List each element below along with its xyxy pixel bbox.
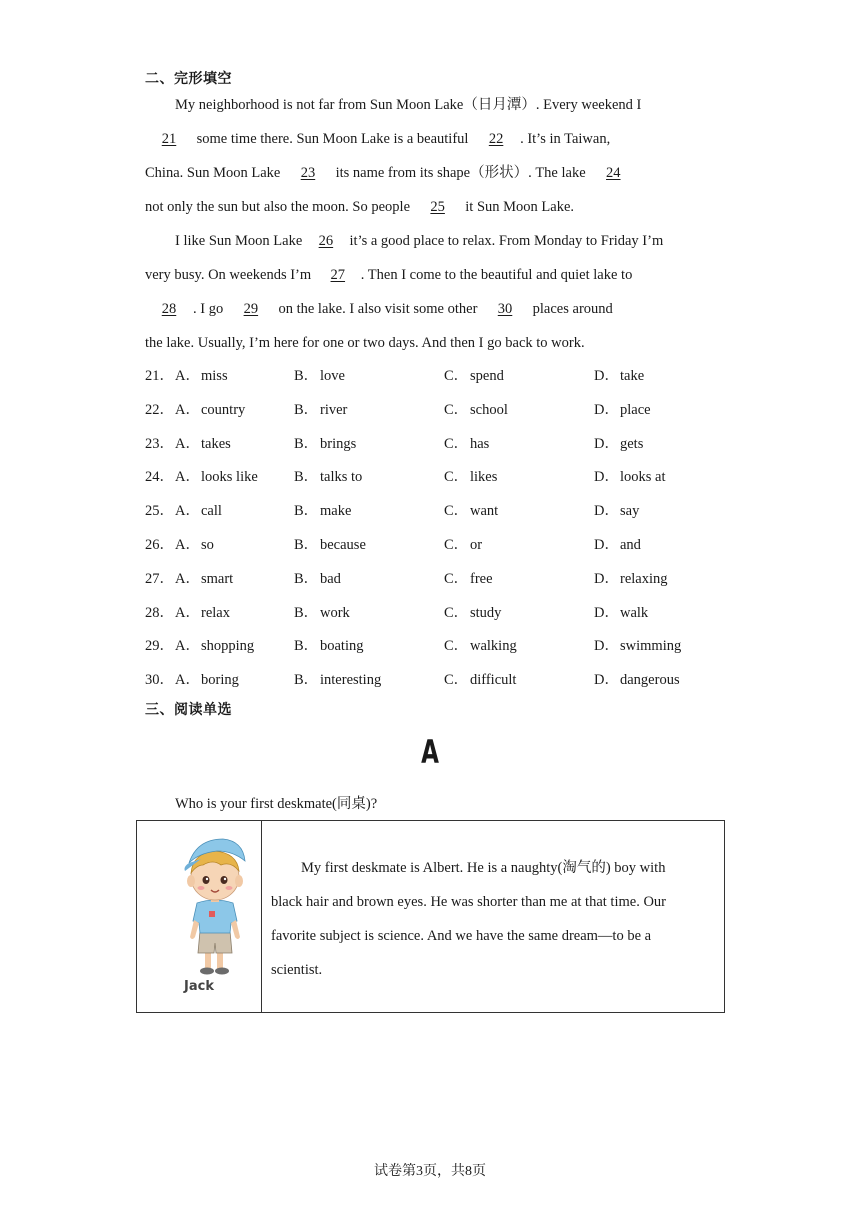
answer-text bbox=[271, 851, 691, 987]
passage-line-3 bbox=[145, 163, 725, 183]
passage-text: the lake. Usually, I’m here for one or two days. And then I go back to work. bbox=[145, 335, 585, 351]
blank-25: 25 bbox=[430, 199, 445, 215]
option-c[interactable] bbox=[444, 434, 489, 454]
option-letter: B． bbox=[294, 368, 319, 384]
option-b[interactable] bbox=[294, 535, 366, 555]
option-text: river bbox=[320, 401, 348, 418]
option-a[interactable] bbox=[175, 501, 222, 521]
page-footer: 试卷第3页，共8页 bbox=[374, 1164, 486, 1179]
option-letter: B． bbox=[294, 570, 319, 587]
option-text: likes bbox=[470, 469, 498, 486]
option-letter: A． bbox=[175, 570, 200, 587]
option-letter: A． bbox=[175, 401, 200, 418]
option-text: so bbox=[201, 537, 214, 553]
passage-text: its name from its shape（形状）. The lake bbox=[331, 165, 590, 181]
answer-line: My first deskmate is Albert. He is a naughty(淘气的) boy with bbox=[301, 860, 666, 876]
option-text: takes bbox=[201, 435, 231, 452]
passage-text: some time there. Sun Moon Lake is a beautiful bbox=[193, 131, 473, 147]
passage-text: it Sun Moon Lake. bbox=[461, 199, 575, 215]
option-letter: C． bbox=[444, 604, 469, 621]
blank-27: 27 bbox=[330, 267, 346, 283]
blank-24: 24 bbox=[606, 165, 621, 181]
option-text: dangerous bbox=[620, 672, 680, 689]
option-b[interactable] bbox=[294, 603, 350, 623]
question-number: 22． bbox=[145, 401, 174, 418]
option-letter: B． bbox=[294, 537, 319, 553]
option-letter: B． bbox=[294, 604, 319, 621]
answer-line: favorite subject is science. And we have the same dream—to be a bbox=[271, 928, 652, 944]
option-c[interactable] bbox=[444, 670, 516, 690]
option-text: study bbox=[470, 604, 502, 621]
question-row bbox=[145, 400, 725, 420]
passage-text: it’s a good place to relax. From Monday to Friday I’m bbox=[345, 233, 664, 249]
passage-text: . I go bbox=[193, 301, 227, 317]
option-text: because bbox=[320, 537, 366, 553]
reading-question: Who is your first deskmate(同桌)? bbox=[175, 796, 378, 812]
passage-line-1 bbox=[175, 95, 755, 115]
option-b[interactable] bbox=[294, 434, 356, 454]
option-letter: A． bbox=[175, 368, 200, 384]
passage-text: on the lake. I also visit some other bbox=[274, 301, 482, 317]
option-letter: B． bbox=[294, 401, 319, 418]
option-a[interactable] bbox=[175, 400, 245, 420]
option-letter: B． bbox=[294, 469, 319, 486]
option-b[interactable] bbox=[294, 366, 345, 386]
option-d[interactable] bbox=[594, 434, 643, 454]
option-text: country bbox=[201, 401, 246, 418]
option-c[interactable] bbox=[444, 569, 493, 589]
option-letter: C． bbox=[444, 469, 469, 486]
option-text: gets bbox=[620, 435, 644, 452]
question-row bbox=[145, 569, 725, 589]
option-d[interactable] bbox=[594, 467, 666, 487]
option-text: love bbox=[320, 368, 345, 384]
blank-26: 26 bbox=[318, 233, 334, 249]
option-text: place bbox=[620, 401, 651, 418]
option-a[interactable] bbox=[175, 434, 231, 454]
option-text: say bbox=[620, 503, 640, 520]
illustration-cell bbox=[137, 821, 262, 1013]
option-letter: A． bbox=[175, 638, 200, 655]
option-text: smart bbox=[201, 570, 234, 587]
answer-line: scientist. bbox=[271, 962, 323, 978]
option-letter: B． bbox=[294, 672, 319, 689]
option-letter: D． bbox=[594, 604, 619, 621]
blank-29: 29 bbox=[243, 301, 259, 317]
question-number: 27． bbox=[145, 570, 174, 587]
option-text: has bbox=[470, 435, 490, 452]
option-d[interactable] bbox=[594, 400, 651, 420]
option-text: looks at bbox=[620, 469, 666, 486]
option-letter: C． bbox=[444, 435, 469, 452]
option-letter: D． bbox=[594, 537, 619, 553]
option-c[interactable] bbox=[444, 636, 517, 656]
option-b[interactable] bbox=[294, 467, 362, 487]
option-text: bad bbox=[320, 570, 341, 587]
option-c[interactable] bbox=[444, 400, 508, 420]
option-letter: D． bbox=[594, 672, 619, 689]
option-d[interactable] bbox=[594, 636, 681, 656]
option-text: boring bbox=[201, 672, 239, 689]
option-letter: D． bbox=[594, 435, 619, 452]
passage-line-8 bbox=[145, 333, 725, 353]
option-letter: A． bbox=[175, 469, 200, 486]
option-text: boating bbox=[320, 638, 364, 655]
question-row bbox=[145, 434, 725, 454]
option-letter: D． bbox=[594, 469, 619, 486]
passage-line-7 bbox=[145, 299, 725, 319]
passage-line-5 bbox=[175, 231, 755, 251]
question-number: 23． bbox=[145, 435, 174, 452]
passage-text: China. Sun Moon Lake bbox=[145, 165, 284, 181]
option-letter: C． bbox=[444, 503, 469, 520]
question-row bbox=[145, 535, 725, 555]
option-text: work bbox=[320, 604, 350, 621]
option-letter: A． bbox=[175, 503, 200, 520]
option-d[interactable] bbox=[594, 366, 644, 386]
passage-text: very busy. On weekends I’m bbox=[145, 267, 315, 283]
option-d[interactable] bbox=[594, 670, 680, 690]
option-a[interactable] bbox=[175, 603, 230, 623]
passage-text: My neighborhood is not far from Sun Moon Lake（日月潭）. Every weekend I bbox=[175, 97, 642, 113]
option-letter: C． bbox=[444, 537, 469, 553]
question-row bbox=[145, 603, 725, 623]
passage-line-6 bbox=[145, 265, 725, 285]
passage-text: . Then I come to the beautiful and quiet lake to bbox=[360, 267, 633, 283]
option-a[interactable] bbox=[175, 569, 233, 589]
option-letter: C． bbox=[444, 570, 469, 587]
option-text: brings bbox=[320, 435, 357, 452]
option-text: want bbox=[470, 503, 499, 520]
option-text: spend bbox=[470, 368, 504, 384]
option-a[interactable] bbox=[175, 467, 258, 487]
option-letter: C． bbox=[444, 368, 469, 384]
option-d[interactable] bbox=[594, 501, 639, 521]
option-d[interactable] bbox=[594, 535, 641, 555]
passage-text: not only the sun but also the moon. So people bbox=[145, 199, 414, 215]
option-a[interactable] bbox=[175, 636, 254, 656]
blank-28: 28 bbox=[161, 301, 177, 317]
passage-text: places around bbox=[529, 301, 613, 317]
answer-cell bbox=[262, 821, 725, 1013]
option-c[interactable] bbox=[444, 467, 497, 487]
option-c[interactable] bbox=[444, 603, 501, 623]
option-letter: D． bbox=[594, 570, 619, 587]
passage-letter: A bbox=[421, 733, 439, 771]
option-text: free bbox=[470, 570, 493, 587]
option-text: talks to bbox=[320, 469, 363, 486]
option-text: relaxing bbox=[620, 570, 668, 587]
passage-line-4 bbox=[145, 197, 725, 217]
option-letter: A． bbox=[175, 672, 200, 689]
option-d[interactable] bbox=[594, 603, 648, 623]
passage-line-2 bbox=[145, 129, 725, 149]
option-text: difficult bbox=[470, 672, 517, 689]
option-text: school bbox=[470, 401, 508, 418]
option-letter: A． bbox=[175, 537, 200, 553]
option-a[interactable] bbox=[175, 670, 239, 690]
question-row bbox=[145, 366, 725, 386]
question-number: 28． bbox=[145, 604, 174, 621]
option-b[interactable] bbox=[294, 501, 351, 521]
question-row bbox=[145, 636, 725, 656]
question-number: 30． bbox=[145, 672, 174, 689]
blank-22: 22 bbox=[488, 131, 504, 147]
option-letter: D． bbox=[594, 638, 619, 655]
section-heading-cloze: 二、完形填空 bbox=[145, 71, 232, 87]
question-row bbox=[145, 501, 725, 521]
option-text: take bbox=[620, 368, 645, 384]
option-text: relax bbox=[201, 604, 230, 621]
passage-text: I like Sun Moon Lake bbox=[175, 233, 306, 249]
question-number: 29． bbox=[145, 638, 174, 655]
option-letter: D． bbox=[594, 401, 619, 418]
option-text: interesting bbox=[320, 672, 382, 689]
blank-30: 30 bbox=[497, 301, 513, 317]
option-c[interactable] bbox=[444, 535, 482, 555]
option-text: call bbox=[201, 503, 222, 520]
option-text: shopping bbox=[201, 638, 255, 655]
question-row bbox=[145, 467, 725, 487]
boy-illustration bbox=[137, 831, 261, 981]
blank-21: 21 bbox=[161, 131, 177, 147]
option-b[interactable] bbox=[294, 670, 381, 690]
option-b[interactable] bbox=[294, 569, 341, 589]
passage-text: . It’s in Taiwan, bbox=[520, 131, 611, 147]
blank-23: 23 bbox=[300, 165, 316, 181]
option-a[interactable] bbox=[175, 366, 228, 386]
option-text: or bbox=[470, 537, 483, 553]
option-letter: A． bbox=[175, 435, 200, 452]
question-row bbox=[145, 670, 725, 690]
question-number: 26． bbox=[145, 537, 174, 553]
option-letter: B． bbox=[294, 503, 319, 520]
option-letter: C． bbox=[444, 672, 469, 689]
option-d[interactable] bbox=[594, 569, 668, 589]
option-text: walking bbox=[470, 638, 517, 655]
option-letter: D． bbox=[594, 368, 619, 384]
question-number: 21． bbox=[145, 368, 174, 384]
option-letter: A． bbox=[175, 604, 200, 621]
option-text: make bbox=[320, 503, 352, 520]
kid-name-label: Jack bbox=[184, 979, 214, 994]
question-number: 25． bbox=[145, 503, 174, 520]
option-b[interactable] bbox=[294, 400, 347, 420]
option-text: and bbox=[620, 537, 641, 553]
option-letter: B． bbox=[294, 638, 319, 655]
option-c[interactable] bbox=[444, 366, 504, 386]
option-text: swimming bbox=[620, 638, 682, 655]
option-letter: C． bbox=[444, 401, 469, 418]
answer-line: black hair and brown eyes. He was shorter than me at that time. Our bbox=[271, 894, 666, 910]
option-c[interactable] bbox=[444, 501, 498, 521]
option-a[interactable] bbox=[175, 535, 214, 555]
option-text: looks like bbox=[201, 469, 258, 486]
option-b[interactable] bbox=[294, 636, 364, 656]
option-text: walk bbox=[620, 604, 649, 621]
question-number: 24． bbox=[145, 469, 174, 486]
option-letter: C． bbox=[444, 638, 469, 655]
section-heading-reading: 三、阅读单选 bbox=[145, 702, 232, 718]
deskmate-table bbox=[136, 820, 725, 1013]
option-text: miss bbox=[201, 368, 228, 384]
option-letter: D． bbox=[594, 503, 619, 520]
option-letter: B． bbox=[294, 435, 319, 452]
